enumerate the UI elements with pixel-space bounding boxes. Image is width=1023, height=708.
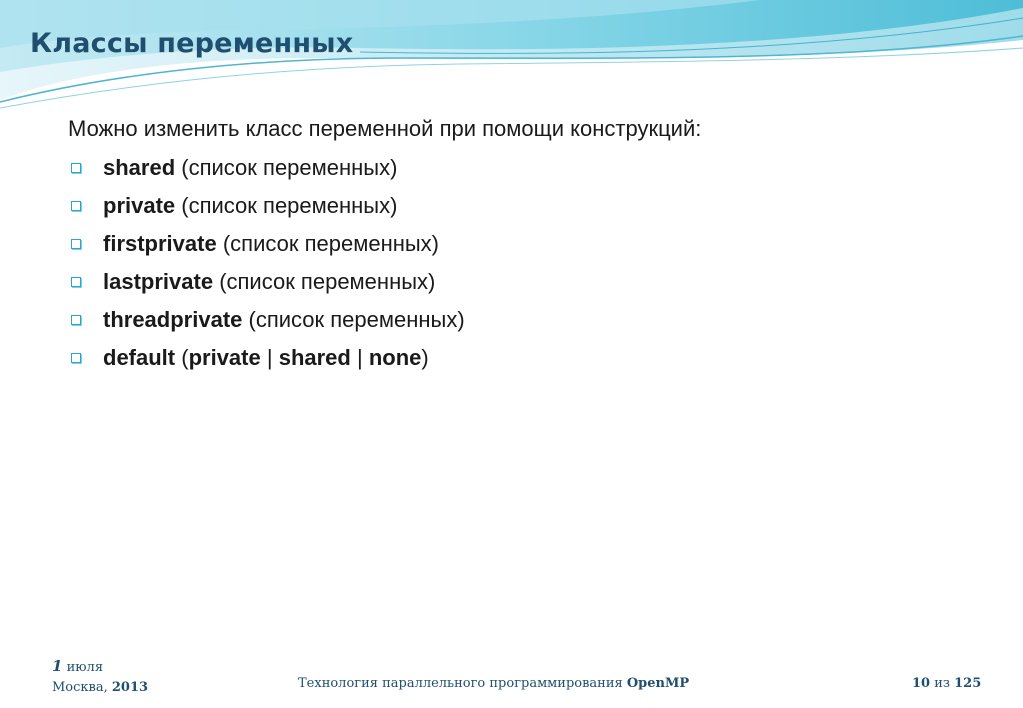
list-item bbox=[68, 230, 465, 268]
footer-total: 125 bbox=[954, 676, 982, 691]
list-item bbox=[68, 192, 465, 230]
square-bullet-icon bbox=[71, 239, 81, 249]
item-rest: (список переменных) bbox=[219, 269, 436, 294]
item-keyword: shared bbox=[103, 155, 176, 180]
option-private: private bbox=[188, 345, 261, 370]
footer-page: 10 bbox=[912, 676, 931, 691]
footer-page-number bbox=[912, 676, 981, 691]
square-bullet-icon bbox=[71, 277, 81, 287]
separator: | bbox=[356, 345, 363, 370]
square-bullet-icon bbox=[71, 315, 81, 325]
item-keyword: lastprivate bbox=[103, 269, 214, 294]
separator: | bbox=[266, 345, 273, 370]
item-rest: (список переменных) bbox=[181, 155, 398, 180]
list-item bbox=[68, 306, 465, 344]
footer-day: 1 bbox=[52, 657, 63, 675]
item-rest: (список переменных) bbox=[248, 307, 465, 332]
square-bullet-icon bbox=[71, 201, 81, 211]
construct-list bbox=[68, 154, 465, 382]
item-rest: (список переменных) bbox=[222, 231, 440, 256]
item-keyword: default bbox=[103, 345, 176, 370]
footer-year: 2013 bbox=[111, 680, 149, 695]
list-item bbox=[68, 154, 465, 192]
paren-close: ) bbox=[421, 345, 429, 370]
paren-open: ( bbox=[181, 345, 189, 370]
item-keyword: firstprivate bbox=[103, 231, 217, 256]
item-rest: (список переменных) bbox=[181, 193, 398, 218]
header-wave-decoration bbox=[0, 0, 1023, 120]
list-item bbox=[68, 268, 465, 306]
footer-course-tech: OpenMP bbox=[626, 676, 690, 691]
option-none: none bbox=[368, 345, 422, 370]
square-bullet-icon bbox=[71, 163, 81, 173]
footer-date bbox=[52, 656, 148, 698]
footer-course bbox=[298, 676, 689, 691]
item-keyword: private bbox=[103, 193, 176, 218]
square-bullet-icon bbox=[71, 353, 81, 363]
intro-text: Можно изменить класс переменной при помощи конструкций: bbox=[68, 116, 702, 141]
footer-course-title: Технология параллельного программирования bbox=[298, 676, 623, 691]
footer-city: Москва, bbox=[52, 680, 108, 695]
slide-title: Классы переменных bbox=[30, 28, 354, 59]
option-shared: shared bbox=[278, 345, 351, 370]
list-item-default bbox=[68, 344, 465, 382]
footer-month: июля bbox=[66, 660, 104, 675]
footer-page-of: из bbox=[934, 676, 950, 691]
item-keyword: threadprivate bbox=[103, 307, 243, 332]
